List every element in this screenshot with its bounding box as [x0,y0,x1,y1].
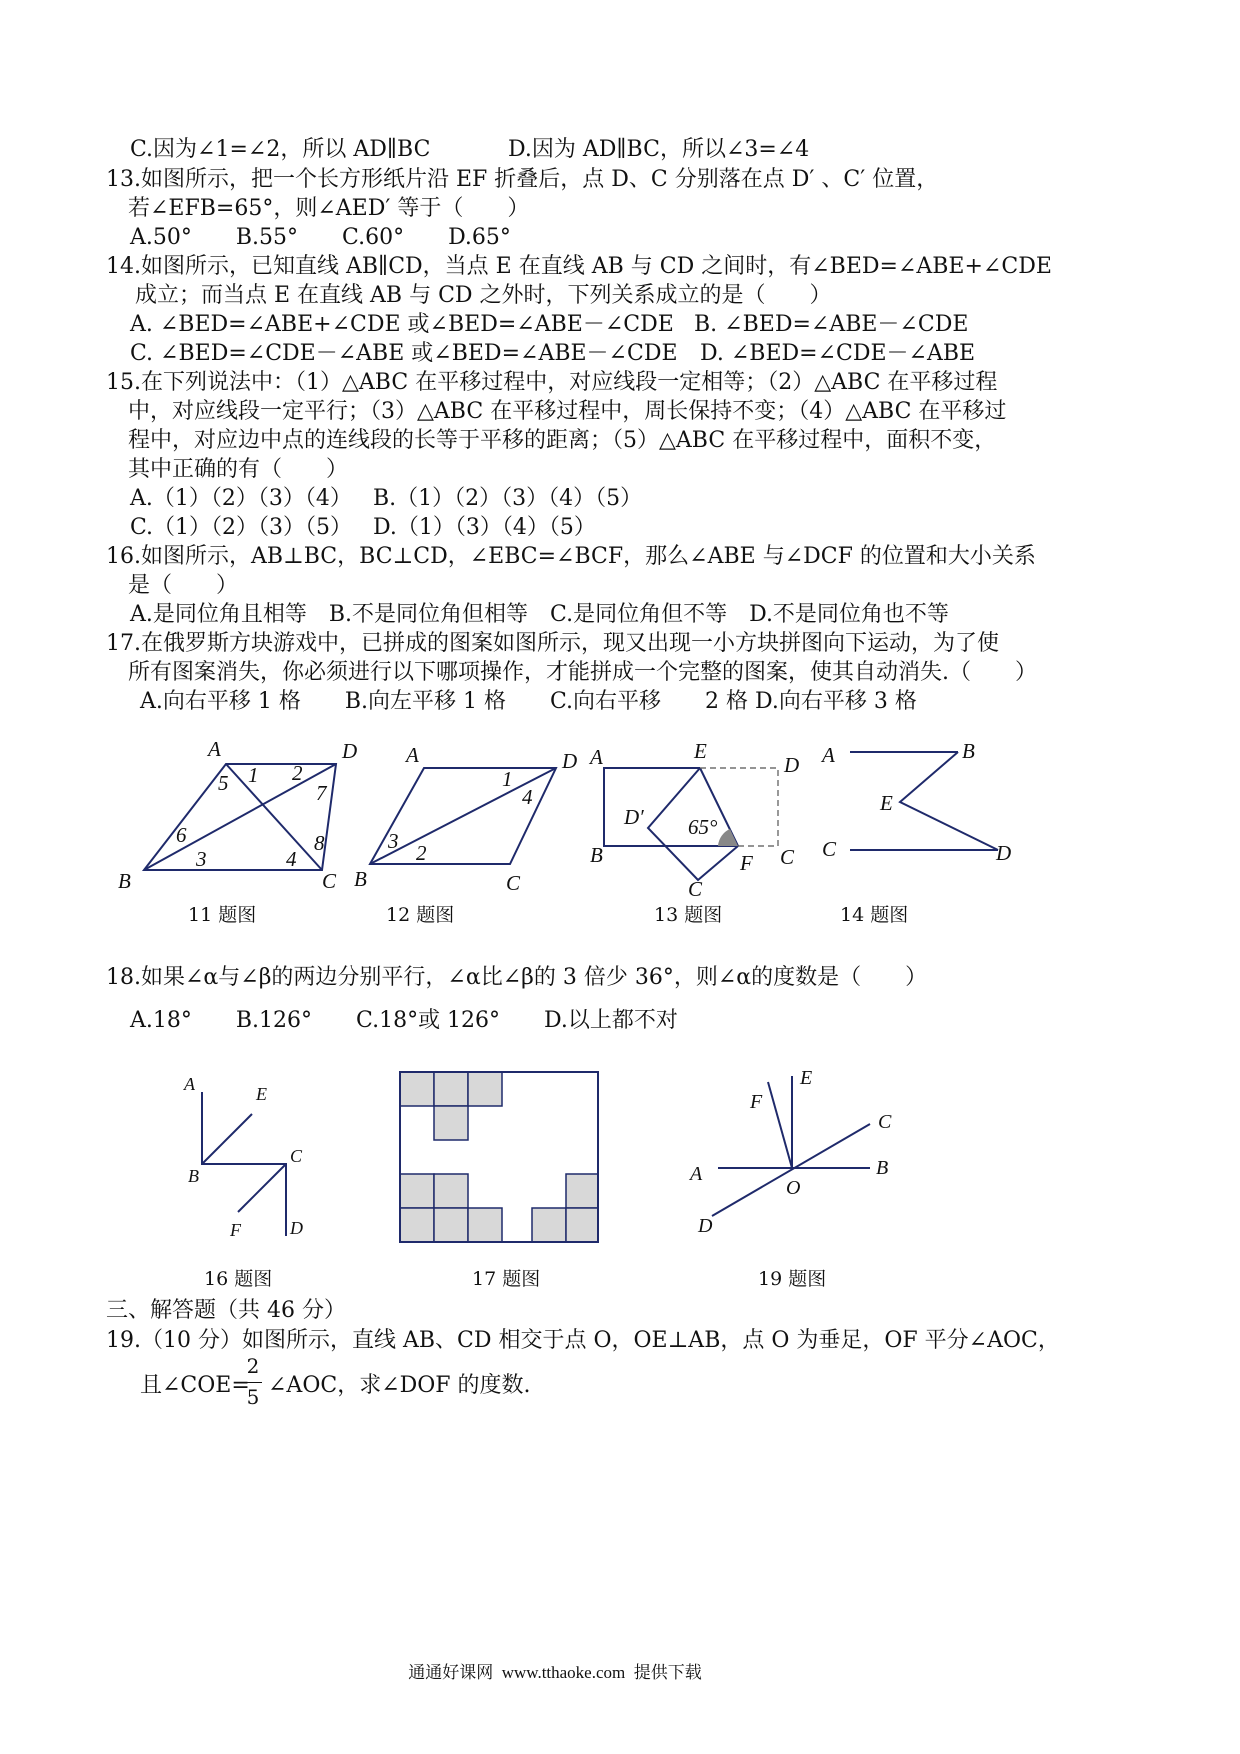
q15-stem-3: 程中，对应边中点的连线段的长等于平移的距离；（5）△ABC 在平移过程中，面积不变， [128,428,997,453]
caption-fig11: 11 题图 [188,904,257,926]
q13-options: A.50° B.55° C.60° D.65° [130,225,511,250]
fig16-line-be [202,1114,252,1164]
q19-stem-2a: 且∠COE= [140,1373,250,1398]
caption-fig17: 17 题图 [472,1268,541,1290]
fig17-block [434,1072,468,1106]
q17-options: A.向右平移 1 格 B.向左平移 1 格 C.向右平移 2 格 D.向右平移 3 格 [140,689,917,714]
fig13-label-f: F [740,851,753,875]
q18-stem: 18.如果∠α与∠β的两边分别平行，∠α比∠β的 3 倍少 36°，则∠α的度数是（ ） [106,965,928,990]
fig12-label-c: C [506,871,521,895]
q14-stem-1: 14.如图所示，已知直线 AB∥CD，当点 E 在直线 AB 与 CD 之间时，有∠BED=∠ABE+∠CDE [106,254,1052,279]
q14-stem-2: 成立；而当点 E 在直线 AB 与 CD 之外时，下列关系成立的是（ ） [135,283,832,308]
q13-stem-2: 若∠EFB=65°，则∠AED′ 等于（ ） [128,196,530,221]
q15-option-d: D.（1）（3）（4）（5） [373,515,596,540]
fig13-angle-mark [718,829,738,846]
fig16-label-d: D [290,1218,303,1238]
fig19-label-o: O [786,1177,801,1199]
fig12-label-3: 3 [388,829,399,853]
fig13-label-e: E [694,739,707,763]
caption-fig16: 16 题图 [204,1268,273,1290]
fig14-label-c: C [822,837,837,861]
q15-stem-4: 其中正确的有（ ） [128,457,349,482]
fig12-label-4: 4 [522,785,533,809]
caption-fig14: 14 题图 [840,904,909,926]
fig17-block [532,1208,566,1242]
fig11-label-3: 3 [196,847,207,871]
q19-stem-2b: ∠AOC，求∠DOF 的度数. [268,1373,531,1398]
fig11-label-d: D [342,739,358,763]
fig13-label-a: A [590,745,603,769]
q15-option-b: B.（1）（2）（3）（4）（5） [373,486,643,511]
fig17-block [400,1208,434,1242]
figure-13 [590,732,840,912]
q16-options: A.是同位角且相等 B.不是同位角但相等 C.是同位角但不等 D.不是同位角也不等 [130,602,949,627]
fig19-label-f: F [750,1091,763,1113]
figure-17 [396,1068,602,1248]
fig16-label-c: C [290,1146,303,1166]
fig14-label-e: E [880,791,893,815]
q15-option-a: A.（1）（2）（3）（4） [130,486,352,511]
footer-source: 通通好课网 www.tthaoke.com 提供下载 [408,1663,702,1682]
q13-stem-1: 13.如图所示，把一个长方形纸片沿 EF 折叠后，点 D、C 分别落在点 D′ 、C′ 位置， [106,167,939,192]
fig13-label-c: C [780,845,795,869]
fig11-label-2: 2 [292,761,303,785]
section-3-heading: 三、解答题（共 46 分） [106,1298,346,1323]
fig13-label-dprime: D′ [624,805,644,829]
q15-stem-1: 15.在下列说法中：（1）△ABC 在平移过程中，对应线段一定相等；（2）△ABC 在平移过程 [106,370,998,395]
fig12-label-1: 1 [502,767,513,791]
fig11-label-8: 8 [314,831,325,855]
fig16-path-abcd [202,1092,286,1236]
figure-16 [180,1068,340,1258]
q14-option-a: A. ∠BED=∠ABE+∠CDE 或∠BED=∠ABE－∠CDE [130,312,674,337]
fig19-label-a: A [690,1163,703,1185]
fig17-block [400,1072,434,1106]
fig16-label-f: F [230,1220,241,1240]
fig12-label-2: 2 [416,841,427,865]
q16-stem-1: 16.如图所示，AB⊥BC，BC⊥CD，∠EBC=∠BCF，那么∠ABE 与∠DCF 的位置和大小关系 [106,544,1036,569]
fig13-label-angle: 65° [688,815,718,839]
q12-option-d: D.因为 AD∥BC，所以∠3=∠4 [508,137,810,162]
fig17-block [468,1072,502,1106]
fig13-label-cprime: C [688,877,703,901]
fig17-block [566,1208,598,1242]
fig11-label-a: A [208,737,221,761]
q15-option-c: C.（1）（2）（3）（5） [130,515,353,540]
q17-stem-2: 所有图案消失，你必须进行以下哪项操作，才能拼成一个完整的图案，使其自动消失.（ ） [128,660,1037,685]
fig16-label-e: E [256,1084,267,1104]
fig14-label-a: A [822,743,835,767]
q19-stem-1: 19.（10 分）如图所示，直线 AB、CD 相交于点 O，OE⊥AB，点 O 为垂足，OF 平分∠AOC， [106,1328,1060,1353]
caption-fig12: 12 题图 [386,904,455,926]
q12-option-c: C.因为∠1=∠2，所以 AD∥BC [130,137,431,162]
fig12-label-a: A [406,743,419,767]
fraction-denominator: 5 [246,1385,260,1409]
fig16-line-cf [238,1164,286,1212]
q14-option-d: D. ∠BED=∠CDE－∠ABE [700,341,976,366]
fig17-block [434,1174,468,1208]
fig17-block [468,1208,502,1242]
q16-stem-2: 是（ ） [128,573,239,598]
fig11-label-c: C [322,869,337,893]
fig11-label-6: 6 [176,823,187,847]
fig14-label-b: B [962,739,975,763]
fig19-label-b: B [876,1157,889,1179]
fig17-block [400,1174,434,1208]
fig13-label-d: D [784,753,800,777]
fig19-label-d: D [698,1215,713,1237]
fig19-label-e: E [800,1067,813,1089]
figure-14 [820,732,1040,892]
fig13-label-b: B [590,843,603,867]
figure-11 [110,732,358,902]
fig12-label-b: B [354,867,367,891]
fig16-label-a: A [184,1074,195,1094]
fig16-label-b: B [188,1166,199,1186]
q18-options: A.18° B.126° C.18°或 126° D.以上都不对 [130,1008,678,1033]
fig12-label-d: D [562,749,578,773]
fig19-ray-of [768,1082,792,1168]
caption-fig19: 19 题图 [758,1268,827,1290]
fig19-label-c: C [878,1111,892,1133]
caption-fig13: 13 题图 [654,904,723,926]
q17-stem-1: 17.在俄罗斯方块游戏中，已拼成的图案如图所示，现又出现一小方块拼图向下运动，为了使 [106,631,999,656]
fraction-numerator: 2 [246,1354,260,1378]
q14-option-b: B. ∠BED=∠ABE－∠CDE [694,312,969,337]
fig14-zigzag [900,752,998,850]
q14-option-c: C. ∠BED=∠CDE－∠ABE 或∠BED=∠ABE－∠CDE [130,341,678,366]
fig11-label-5: 5 [218,771,229,795]
figure-19 [680,1062,920,1252]
q15-stem-2: 中，对应线段一定平行；（3）△ABC 在平移过程中，周长保持不变；（4）△ABC 在平移过 [128,399,1007,424]
fig11-label-1: 1 [248,763,259,787]
fig11-label-7: 7 [316,781,327,805]
figure-12 [350,732,590,902]
fig11-label-4: 4 [286,847,297,871]
fig17-block [434,1106,468,1140]
fig11-label-b: B [118,869,131,893]
fig17-block [566,1174,598,1208]
fraction-bar [244,1382,262,1383]
fig14-label-d: D [996,841,1012,865]
fig17-block [434,1208,468,1242]
